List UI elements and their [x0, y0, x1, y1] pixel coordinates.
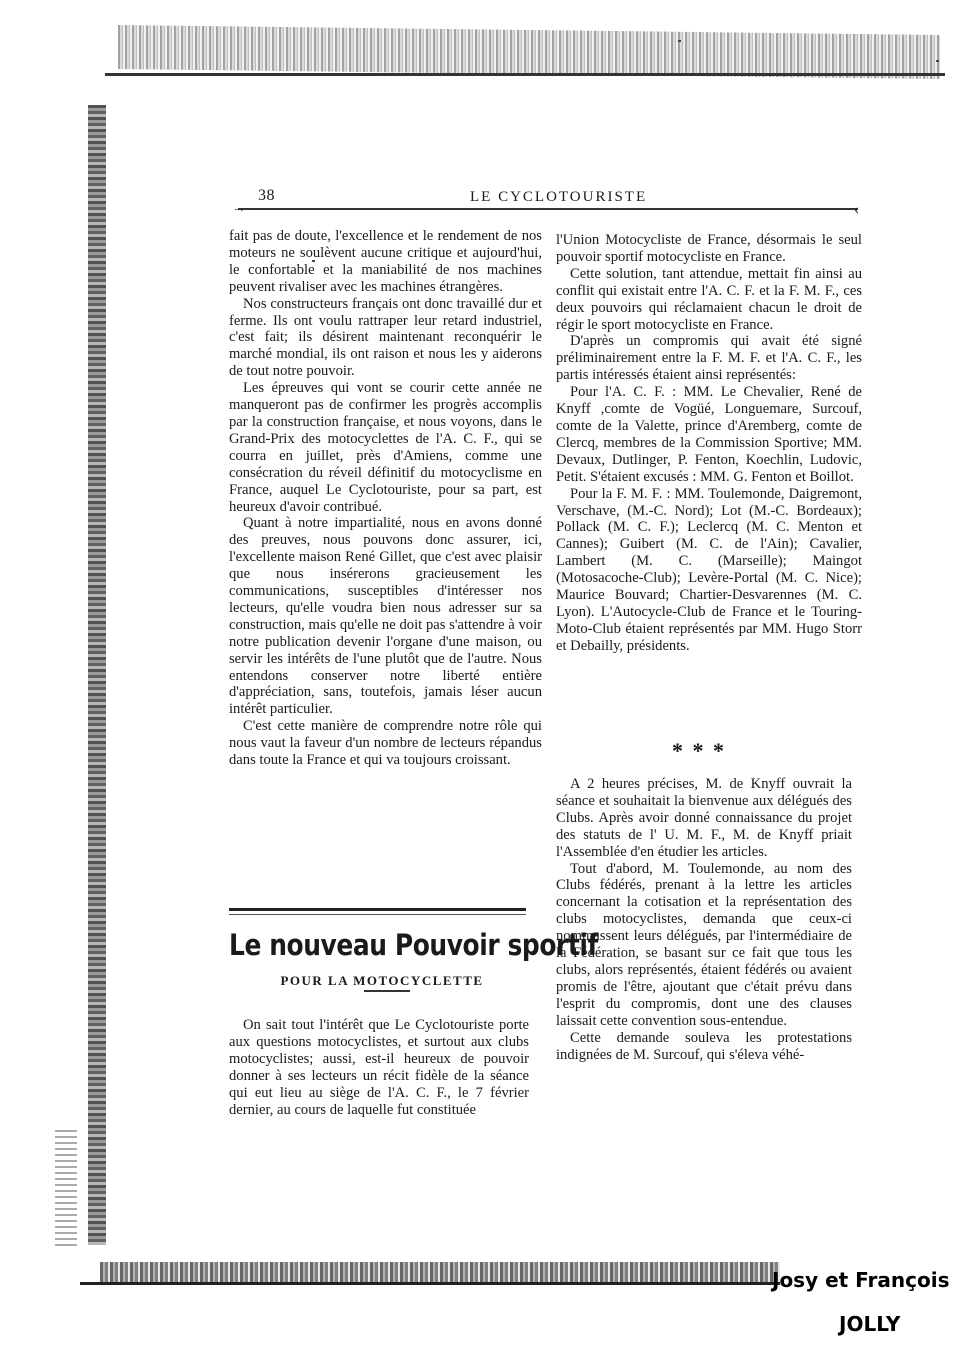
scan-artifact-bottom-line — [80, 1282, 780, 1285]
left-paragraph: Les épreuves qui vont se courir cette année ne manqueront pas de confirmer les progrès accomplis par la construction française, et nous voyons, dans le Grand-Prix des motocyclettes de l'A. C. F., qui se courra en juillet, près d'Amiens, comme une consécration du réveil définitif du motocyclisme en France, auquel Le Cyclotouriste, pour sa part, est heureux d'avoir contribué. — [229, 380, 542, 515]
article-title: Le nouveau Pouvoir sportif — [229, 928, 598, 962]
left-paragraph: Quant à notre impartialité, nous en avons donné des preuves, nous pouvons donc assurer, ici, l'excellente maison René Gillet, que c'est avec plaisir que nous insérerons gracieusement les communications, susceptibles d'intéresser nos lecteurs, qu'elle voudra bien nous adresser sur sa construction, mais qu'elle ne doit pas s'attendre à voir notre publication devenir l'organe d'une maison, ou servir les intérêts de l'une plutôt que de l'autre. Nous entendons conserver notre liberté entière d'appréciation, sans, toutefois, jamais léser aucun intérêt particulier. — [229, 515, 542, 718]
scan-artifact-top-line — [105, 73, 945, 76]
left-paragraph: fait pas de doute, l'excellence et le rendement de nos moteurs ne soulèvent aucune critique et aujourd'hui, le confortable et la maniabilité de nos machines peuvent rivaliser avec les machines étrangères. — [229, 228, 542, 295]
signature-names: Josy et François — [772, 1268, 950, 1292]
scan-artifact-bottom — [100, 1262, 780, 1284]
right-paragraph: Pour l'A. C. F. : MM. Le Chevalier, René de Knyff ,comte de Vogüé, Longuemare, Surcouf, comte de la Valette, prince d'Aremberg, comte de Clercq, membres de la Commission Sportive; MM. Devaux, Dutlinger, P. Fenton, Koechlin, Ludovic, Petit. S'étaient excusés : MM. G. Fenton et Boillot. — [556, 384, 862, 485]
title-ornament-rule — [364, 990, 410, 992]
section-divider-thin — [229, 914, 526, 915]
right-paragraph: Cette solution, tant attendue, mettait fin ainsi au conflit qui existait entre l'A. C. F. et la F. M. F., ces deux pouvoirs qui réclamaient chacun le droit de régir le sport motocycliste en France. — [556, 265, 862, 333]
right-column — [556, 232, 862, 655]
left-paragraph: C'est cette manière de comprendre notre rôle qui nous vaut la faveur d'un nombre de lecteurs répandus dans toute la France et qui va toujours croissant. — [229, 718, 542, 769]
page-number: 38 — [258, 187, 275, 204]
scan-artifact-left-fragment — [55, 1130, 77, 1250]
article-intro: On sait tout l'intérêt que Le Cyclotouriste porte aux questions motocyclistes, et surtout aux clubs motocyclistes; aussi, est-il heureux de pouvoir donner à ses lecteurs un récit fidèle de la séance qui eut lieu au siège de l'A. C. F., le 7 février dernier, au cours de laquelle fut constituée — [229, 1017, 529, 1118]
scan-speck — [936, 60, 939, 62]
left-paragraph: Nos constructeurs français ont donc travaillé dur et ferme. Ils ont voulu rattraper leur retard industriel, c'est fait; ils désirent maintenant reconquérir le marché mondial, ils ont raison et nous les y aiderons de tout notre pouvoir. — [229, 295, 542, 380]
right-paragraph: Pour la F. M. F. : MM. Toulemonde, Daigremont, Verschave, (M.-C. Nord); Lot (M.-C. Bordeaux); Pollack (M. C. F.); Leclercq (M. C. Menton et Cannes); Guibert (M. C. de l'Ain); Cavalier, Lambert (M. C. (Marseille); Maingot (Motosacoche-Club); Levère-Portal (M. C. Nice); Maurice Bouvard; Chartier-Desvarennes (M. C. Lyon). L'Autocycle-Club de France et le Touring-Moto-Club étaient représentés par MM. Hugo Storr et Debailly, présidents. — [556, 485, 862, 654]
right-paragraph: D'après un compromis qui avait été signé préliminairement entre la F. M. F. et l'A. C. F., les partis intéressés étaient ainsi représentés: — [556, 333, 862, 384]
scan-artifact-left-edge — [88, 105, 106, 1245]
header-rule-start-ornament: → — [232, 201, 246, 216]
section-divider — [229, 908, 526, 911]
right-paragraph-after: A 2 heures précises, M. de Knyff ouvrait la séance et souhaitait la bienvenue aux délégués des Clubs. Après avoir donné connaissance du projet des statuts de l' U. M. F., M. de Knyff priait l'Assemblée d'en étudier les articles. — [556, 776, 852, 860]
left-column — [229, 228, 542, 769]
header-rule — [238, 208, 858, 210]
header-rule-end-ornament: ‹ — [854, 201, 860, 218]
right-paragraph: l'Union Motocycliste de France, désormais le seul pouvoir sportif motocycliste en France. — [556, 232, 862, 265]
article-intro-column — [229, 1017, 529, 1118]
right-column-lower — [556, 776, 852, 1063]
right-paragraph-after: Cette demande souleva les protestations indignées de M. Surcouf, qui s'éleva véhé- — [556, 1029, 852, 1063]
right-paragraph-after: Tout d'abord, M. Toulemonde, au nom des Clubs fédérés, prenant à la lettre les articles concernant la cotisation et la représentation des clubs motocyclistes, demanda que ceux-ci nommassent leurs délégués, par l'intermédiaire de la Fédération, se basant sur ce fait que tous les clubs, alors représentés, étaient fédérés ou avaient promis de l'être, ajoutant que c'était prévu dans l'esprit du compromis, dont une des clauses laissait cette convention sous-entendue. — [556, 860, 852, 1029]
scan-speck — [678, 40, 681, 42]
article-subtitle: POUR LA MOTOCYCLETTE — [280, 973, 484, 988]
signature-surname: JOLLY — [839, 1312, 901, 1336]
asterism-separator: * * * — [672, 738, 726, 763]
scan-artifact-top — [118, 25, 940, 79]
journal-title: LE CYCLOTOURISTE — [470, 189, 648, 205]
